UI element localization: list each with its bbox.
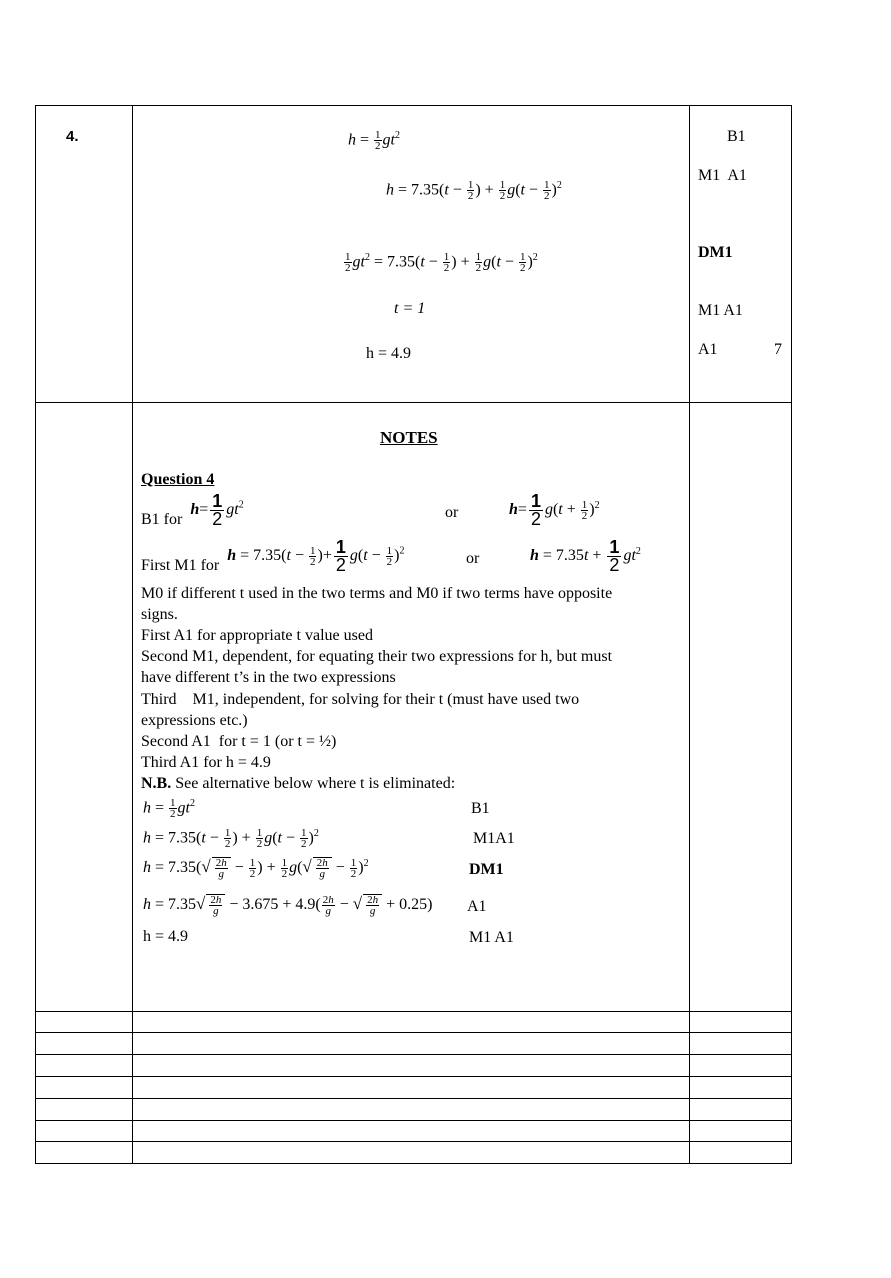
table-column-divider <box>689 105 690 1164</box>
table-row-divider <box>35 402 792 403</box>
table-row-divider <box>35 1076 792 1077</box>
b1-note: B1 for h= $\frac{1}{2}$ $gt^2$ <box>141 491 244 529</box>
second-m1-line-1: Second M1, dependent, for equating their two expressions for h, but must <box>141 648 613 665</box>
b1-prefix: B1 for <box>141 511 183 529</box>
working-line-4: t = 1 <box>394 300 426 317</box>
alt-mark-4: A1 <box>467 898 487 915</box>
table-row-divider <box>35 1141 792 1142</box>
b1-alt-expr: h= $\frac{1}{2}$ g(t + $\frac{1}{2}$ )$^2$ <box>509 491 600 529</box>
table-row-divider <box>35 1054 792 1055</box>
working-line-1: h = $\frac{1}{2}$ $gt^2$ <box>348 129 400 153</box>
working-line-5: h = 4.9 <box>366 345 412 362</box>
third-a1-note: Third A1 for h = 4.9 <box>141 754 271 771</box>
m0-line-2: signs. <box>141 606 178 623</box>
second-a1-note: Second A1 for t = 1 (or t = ½) <box>141 733 337 750</box>
alt-line-3: h = 7.35(√ $\frac{2h}{g}$ − $\frac{1}{2}$ ) + $\frac{1}{2}$ g(√ $\frac{2h}{g}$ − $\frac{1}{2}$ )$^2$ <box>143 857 369 880</box>
third-m1-line-1: Third M1, independent, for solving for their t (must have used two <box>141 691 580 708</box>
table-row-divider <box>35 1011 792 1012</box>
working-line-3: $\frac{1}{2}$ $gt^2 = 7.35(t$ − $\frac{1}{2}$ ) + $\frac{1}{2}$ g(t − $\frac{1}{2}$ )$^2$ <box>345 251 538 275</box>
m1-prefix: First M1 for <box>141 557 220 575</box>
table-bottom-border <box>35 1163 792 1164</box>
or-2: or <box>466 550 480 567</box>
question-number: 4. <box>66 128 79 145</box>
nb-label: N.B. <box>141 775 172 792</box>
table-right-border <box>791 105 792 1164</box>
mark-dm1: DM1 <box>698 244 733 261</box>
alt-line-4: h = 7.35√ $\frac{2h}{g}$ − 3.675 + 4.9( $\frac{2h}{g}$ − √ $\frac{2h}{g}$ + 0.25) <box>143 894 433 917</box>
working-line-2: h = 7.35(t − $\frac{1}{2}$ ) + $\frac{1}{2}$ g(t − $\frac{1}{2}$ )$^2$ <box>386 179 562 203</box>
total-marks: 7 <box>774 341 782 358</box>
alt-line-1: h = $\frac{1}{2}$ $gt^2$ <box>143 797 195 821</box>
m1-note: First M1 for h = 7.35(t − $\frac{1}{2}$ )+ $\frac{1}{2}$ g(t − $\frac{1}{2}$ )$^2$ <box>141 537 405 575</box>
alt-mark-2: M1A1 <box>473 830 515 847</box>
table-top-border <box>35 105 792 106</box>
m1-alt-expr: h = 7.35t + $\frac{1}{2}$ $gt^2$ <box>530 537 641 575</box>
mark-m1-a1: M1 A1 <box>698 167 747 184</box>
table-column-divider <box>132 105 133 1164</box>
table-left-border <box>35 105 36 1164</box>
question-heading: Question 4 <box>141 471 215 488</box>
a1-first-note: First A1 for appropriate t value used <box>141 627 373 644</box>
table-row-divider <box>35 1032 792 1033</box>
third-m1-line-2: expressions etc.) <box>141 712 248 729</box>
alt-mark-5: M1 A1 <box>469 929 514 946</box>
nb-text: See alternative below where t is eliminated: <box>175 775 456 792</box>
table-row-divider <box>35 1120 792 1121</box>
alt-mark-1: B1 <box>471 800 490 817</box>
alt-line-2: h = 7.35(t − $\frac{1}{2}$ ) + $\frac{1}{2}$ g(t − $\frac{1}{2}$ )$^2$ <box>143 827 319 851</box>
m0-line-1: M0 if different t used in the two terms and M0 if two terms have opposite <box>141 585 613 602</box>
mark-a1: A1 <box>698 341 718 358</box>
or-1: or <box>445 504 459 521</box>
mark-m1-a1-2: M1 A1 <box>698 302 743 319</box>
second-m1-line-2: have different t’s in the two expressions <box>141 669 396 686</box>
table-row-divider <box>35 1098 792 1099</box>
alt-mark-3: DM1 <box>469 861 504 878</box>
notes-heading: NOTES <box>380 428 438 447</box>
mark-b1: B1 <box>727 128 746 145</box>
alt-line-5: h = 4.9 <box>143 928 189 945</box>
nb-note <box>141 775 455 793</box>
